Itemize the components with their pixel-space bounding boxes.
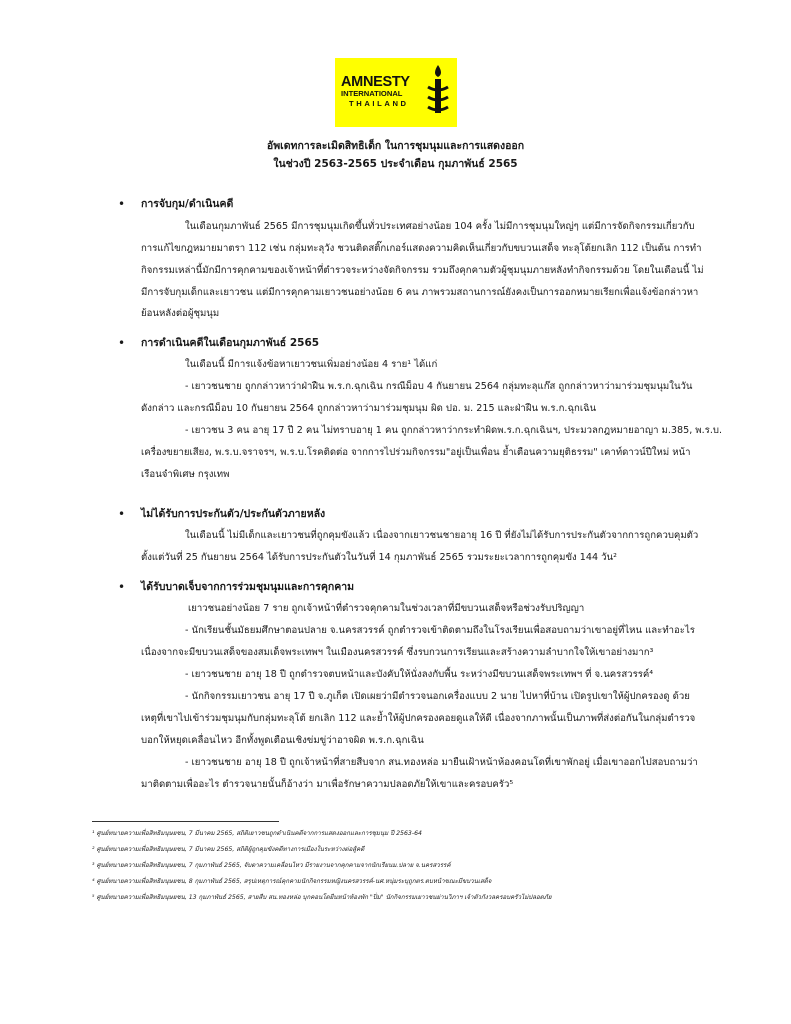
footnote-5: ⁵ ศูนย์ทนายความเพื่อสิทธิมนุษยชน, 13 กุมภาพันธ์ 2565, สายสืบ สน.ทองหล่อ บุกคอนโดยืนหน้าห้องพัก "ปิ่ม" นักกิจกรรมเยาวชนย่านวิภาฯ เจ้าตัวกังวลครอบครัวไม่ปลอดภัย	[92, 894, 552, 901]
paragraph-line: ย้อนหลังต่อผู้ชุมนุม	[141, 308, 220, 319]
paragraph-line: มาติดตามเพื่ออะไร ตำรวจนายนั้นก็อ้างว่า มาเพื่อรักษาความปลอดภัยให้เขาและครอบครัว⁵	[141, 779, 514, 790]
paragraph-line: - นักเรียนชั้นมัธยมศึกษาตอนปลาย จ.นครสวรรค์ ถูกตำรวจเข้าติดตามถึงในโรงเรียนเพื่อสอบถามว่าเขาอยู่ที่ไหน และทำอะไร	[185, 625, 695, 636]
bullet-2: •	[118, 336, 126, 350]
paragraph-line: - เยาวชนชาย ถูกกล่าวหาว่าฝ่าฝืน พ.ร.ก.ฉุกเฉิน กรณีม็อบ 4 กันยายน 2564 กลุ่มทะลุแก๊ส ถูกกล่าวหาว่ามาร่วมชุมนุมในวัน	[185, 381, 693, 392]
paragraph-line: - นักกิจกรรมเยาวชน อายุ 17 ปี จ.ภูเก็ต เปิดเผยว่ามีตำรวจนอกเครื่องแบบ 2 นาย ไปหาที่บ้าน เปิดรูปเขาให้ผู้ปกครองดู ด้วย	[185, 691, 690, 702]
bullet-3: •	[118, 507, 126, 521]
section-heading-arrest: การจับกุม/ดำเนินคดี	[141, 198, 234, 210]
paragraph-line: กิจกรรมเหล่านี้มักมีการคุกคามของเจ้าหน้าที่ตำรวจระหว่างจัดกิจกรรม รวมถึงคุกคามตัวผู้ชุมนุมภายหลังทำกิจกรรมด้วย โดยในเดือนนี้ ไม่	[141, 265, 704, 276]
logo-line-1: AMNESTY	[341, 74, 410, 90]
logo-line-3: THAILAND	[349, 99, 409, 108]
paragraph-line: เหตุที่เขาไปเข้าร่วมชุมนุมกับกลุ่มทะลุโต้ ยกเลิก 112 และย้ำให้ผู้ปกครองคอยดูแลให้ดี เนื่องจากภาพนั้นเป็นภาพที่ส่งต่อกันในกลุ่มตำรวจ	[141, 713, 696, 724]
footnote-1: ¹ ศูนย์ทนายความเพื่อสิทธิมนุษยชน, 7 มีนาคม 2565, สถิติเยาวชนถูกดำเนินคดีจากการแสดงออกและการชุมนุม ปี 2563-64	[92, 830, 422, 837]
footnote-2: ² ศูนย์ทนายความเพื่อสิทธิมนุษยชน, 7 มีนาคม 2565, สถิติผู้ถูกคุมขังคดีทางการเมืองในระหว่างต่อสู้คดี	[92, 846, 365, 853]
logo-line-2: INTERNATIONAL	[341, 89, 403, 98]
bullet-4: •	[118, 580, 126, 594]
paragraph-line: - เยาวชน 3 คน อายุ 17 ปี 2 คน ไม่ทราบอายุ 1 คน ถูกกล่าวหาว่ากระทำผิดพ.ร.ก.ฉุกเฉินฯ, ประมวลกฎหมายอาญา ม.385, พ.ร.บ.	[185, 425, 723, 436]
paragraph-line: เยาวชนอย่างน้อย 7 ราย ถูกเจ้าหน้าที่ตำรวจคุกคามในช่วงเวลาที่มีขบวนเสด็จหรือช่วงรับปริญญา	[188, 603, 585, 614]
section-heading-prosecution: การดำเนินคดีในเดือนกุมภาพันธ์ 2565	[141, 337, 320, 349]
section-heading-injury: ได้รับบาดเจ็บจากการร่วมชุมนุมและการคุกคาม	[141, 581, 355, 593]
paragraph-line: - เยาวชนชาย อายุ 18 ปี ถูกเจ้าหน้าที่สายสืบจาก สน.ทองหล่อ มายืนเฝ้าหน้าห้องคอนโดที่เขาพักอยู่ เมื่อเขาออกไปสอบถามว่า	[185, 757, 698, 768]
paragraph-line: ในเดือนนี้ มีการแจ้งข้อหาเยาวชนเพิ่มอย่างน้อย 4 ราย¹ ได้แก่	[185, 359, 438, 370]
paragraph-line: การแก้ไขกฎหมายมาตรา 112 เช่น กลุ่มทะลุวัง ชวนติดสติ๊กเกอร์แสดงความคิดเห็นเกี่ยวกับขบวนเสด็จ ทะลุโต้ยกเลิก 112 เป็นต้น การทำ	[141, 243, 702, 254]
footnote-4: ⁴ ศูนย์ทนายความเพื่อสิทธิมนุษยชน, 8 กุมภาพันธ์ 2565, สรุปเหตุการณ์คุกคามนักกิจกรรมหญิงนครสวรรค์-นศ.หนุ่มระบุถูกตร.ตบหน้าขณะมีขบวนเสด็จ	[92, 878, 492, 885]
paragraph-line: - เยาวชนชาย อายุ 18 ปี ถูกตำรวจตบหน้าและบังคับให้นั่งลงกับพื้น ระหว่างมีขบวนเสด็จพระเทพฯ ที่ จ.นครสวรรค์⁴	[185, 669, 654, 680]
paragraph-line: ในเดือนกุมภาพันธ์ 2565 มีการชุมนุมเกิดขึ้นทั่วประเทศอย่างน้อย 104 ครั้ง ไม่มีการชุมนุมใหญ่ๆ แต่มีการจัดกิจกรรมเกี่ยวกับ	[185, 221, 695, 232]
footnote-divider	[92, 821, 279, 822]
paragraph-line: มีการจับกุมเด็กและเยาวชน แต่มีการคุกคามเยาวชนอย่างน้อย 6 คน ภาพรวมสถานการณ์ยังคงเป็นการออกหมายเรียกเพื่อแจ้งข้อกล่าวหา	[141, 287, 699, 298]
document-title-line-2: ในช่วงปี 2563-2565 ประจำเดือน กุมภาพันธ์ 2565	[273, 158, 518, 170]
paragraph-line: เครื่องขยายเสียง, พ.ร.บ.จราจรฯ, พ.ร.บ.โรคติดต่อ จากการไปร่วมกิจกรรม"อยู่เป็นเพื่อน ย้ำเตือนความยุติธรรม" เคาท์ดาวน์ปีใหม่ หน้า	[141, 447, 691, 458]
paragraph-line: ตั้งแต่วันที่ 25 กันยายน 2564 ได้รับการประกันตัวในวันที่ 14 กุมภาพันธ์ 2565 รวมระยะเวลาการถูกคุมขัง 144 วัน²	[141, 552, 617, 563]
paragraph-line: เนื่องจากจะมีขบวนเสด็จของสมเด็จพระเทพฯ ในเมืองนครสวรรค์ ซึ่งรบกวนการเรียนและสร้างความลำบากใจให้เขาอย่างมาก³	[141, 647, 654, 658]
paragraph-line: ในเดือนนี้ ไม่มีเด็กและเยาวชนที่ถูกคุมขังแล้ว เนื่องจากเยาวชนชายอายุ 16 ปี ที่ยังไม่ได้รับการประกันตัวจากการถูกควบคุมตัว	[185, 530, 699, 541]
amnesty-logo	[335, 58, 457, 127]
document-title-line-1: อัพเดทการละเมิดสิทธิเด็ก ในการชุมนุมและการแสดงออก	[266, 140, 525, 152]
section-heading-bail: ไม่ได้รับการประกันตัว/ประกันตัวภายหลัง	[141, 508, 326, 520]
paragraph-line: เรือนจำพิเศษ กรุงเทพ	[141, 469, 230, 480]
footnote-3: ³ ศูนย์ทนายความเพื่อสิทธิมนุษยชน, 7 กุมภาพันธ์ 2565, จับตาความเคลื่อนไหว มีรายงานจากคุกคามจากนักเรียนม.ปลาย จ.นครสวรรค์	[92, 862, 451, 869]
candle-icon	[425, 63, 451, 123]
bullet-1: •	[118, 197, 126, 211]
paragraph-line: บอกให้หยุดเคลื่อนไหว อีกทั้งพูดเตือนเชิงข่มขู่ว่าอาจผิด พ.ร.ก.ฉุกเฉิน	[141, 735, 424, 746]
paragraph-line: ดังกล่าว และกรณีม็อบ 10 กันยายน 2564 ถูกกล่าวหาว่ามาร่วมชุมนุม ผิด ปอ. ม. 215 และฝ่าฝืน พ.ร.ก.ฉุกเฉิน	[141, 403, 597, 414]
